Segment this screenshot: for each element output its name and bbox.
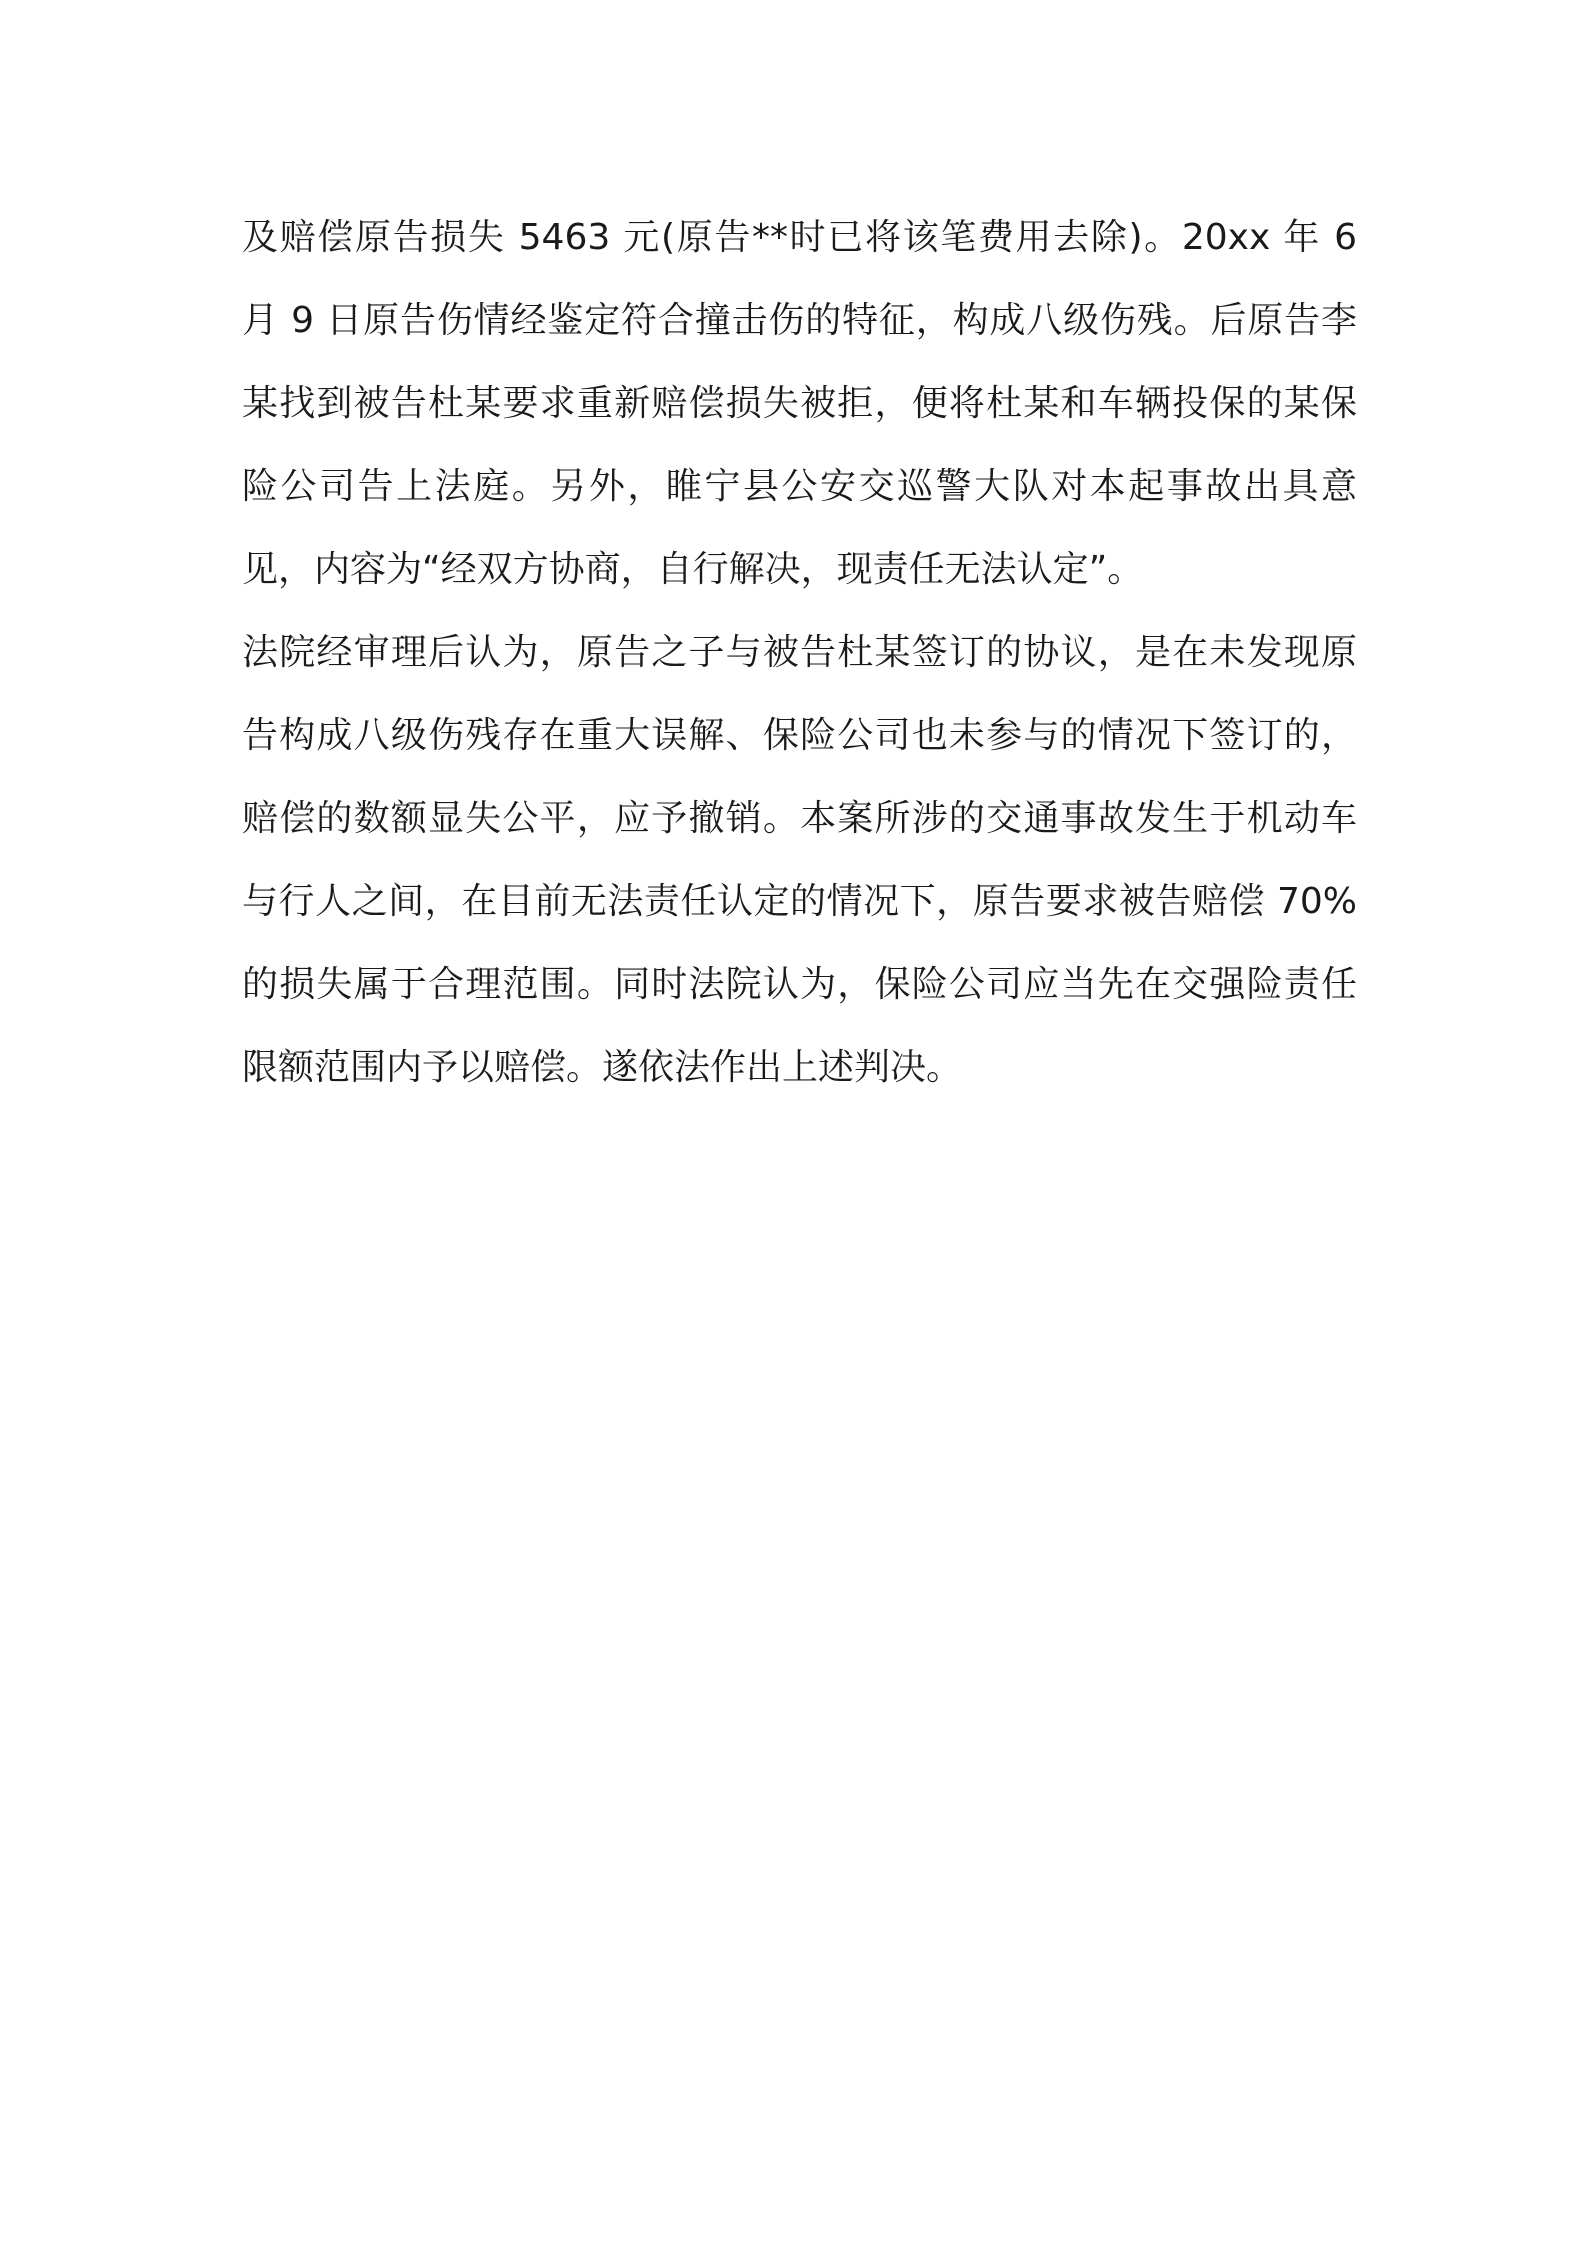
paragraph-2: 法院经审理后认为，原告之子与被告杜某签订的协议，是在未发现原告构成八级伤残存在重大误解、保险公司也未参与的情况下签订的，赔偿的数额显失公平，应予撤销。本案所涉的交通事故发生于机动车与行人之间，在目前无法责任认定的情况下，原告要求被告赔偿 70%的损失属于合理范围。同时法院认为，保险公司应当先在交强险责任限额范围内予以赔偿。遂依法作出上述判决。: [242, 632, 1357, 1088]
paragraph-1: 及赔偿原告损失 5463 元(原告**时已将该笔费用去除)。20xx 年 6 月 9 日原告伤情经鉴定符合撞击伤的特征，构成八级伤残。后原告李某找到被告杜某要求重新赔偿损失被拒，便将杜某和车辆投保的某保险公司告上法庭。另外，睢宁县公安交巡警大队对本起事故出具意见，内容为“经双方协商，自行解决，现责任无法认定”。: [242, 217, 1357, 590]
document-body: [242, 196, 1357, 1109]
